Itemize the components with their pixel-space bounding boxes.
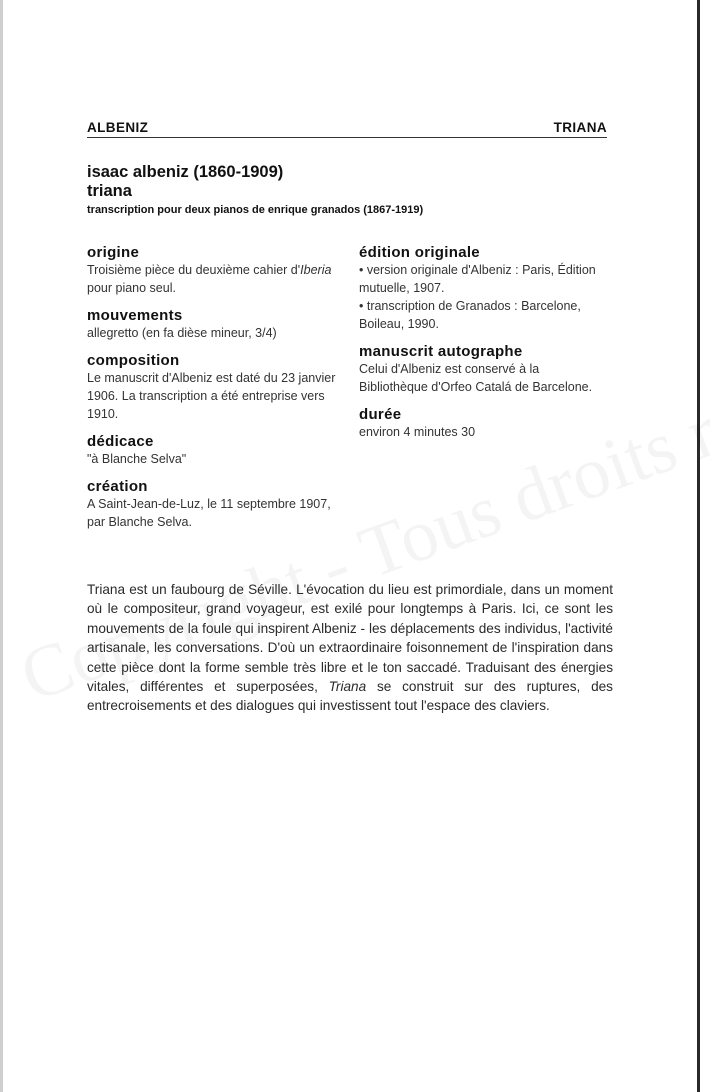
section-creation xyxy=(87,478,352,531)
edition-item: • transcription de Granados : Barcelone, Boileau, 1990. xyxy=(359,299,581,331)
section-body: A Saint-Jean-de-Luz, le 11 septembre 1907, par Blanche Selva. xyxy=(87,497,331,529)
section-mouvements xyxy=(87,307,352,342)
header-composer: ALBENIZ xyxy=(87,120,149,135)
section-body: environ 4 minutes 30 xyxy=(359,425,476,439)
section-title: mouvements xyxy=(87,307,183,324)
section-duree xyxy=(359,406,609,441)
right-column xyxy=(359,244,609,451)
composer-name: isaac albeniz (1860-1909) xyxy=(87,163,284,181)
section-edition xyxy=(359,244,609,333)
running-header xyxy=(87,119,607,138)
paragraph-text-end: se construit sur des ruptures, des entrecroisements et des dialogues qui investissent tout l'espace des claviers. xyxy=(87,679,613,714)
section-dedicace xyxy=(87,433,352,468)
section-title: création xyxy=(87,478,148,495)
left-column xyxy=(87,244,352,541)
section-body xyxy=(359,261,609,333)
section-title: manuscrit autographe xyxy=(359,343,523,360)
section-manuscrit xyxy=(359,343,609,396)
section-title: composition xyxy=(87,352,180,369)
description-paragraph xyxy=(87,580,613,716)
origine-text-end: pour piano seul. xyxy=(87,281,176,295)
work-title: triana xyxy=(87,182,132,200)
section-title: édition originale xyxy=(359,244,480,261)
title-block xyxy=(87,163,627,217)
page-left-edge xyxy=(0,0,3,1092)
section-body: allegretto (en fa dièse mineur, 3/4) xyxy=(87,326,277,340)
section-composition xyxy=(87,352,352,423)
section-title: durée xyxy=(359,406,402,423)
origine-text: Troisième pièce du deuxième cahier d' xyxy=(87,263,301,277)
paragraph-text: Triana est un faubourg de Séville. L'évocation du lieu est primordiale, dans un moment où le compositeur, grand voyageur, est exilé pour longtemps à Paris. Ici, ce sont les mouvements de la foule qui inspirent Albeniz - les déplacements des individus, l'activité artisanale, les conversations. D'où un extraordinaire foisonnement de l'inspiration dans cette pièce dont la forme semble très libre et le ton saccadé. Traduisant des énergies vitales, différentes et superposées, xyxy=(87,582,613,695)
header-work: TRIANA xyxy=(553,120,607,135)
section-body: Celui d'Albeniz est conservé à la Bibliothèque d'Orfeo Catalá de Barcelone. xyxy=(359,362,593,394)
work-subtitle: transcription pour deux pianos de enrique granados (1867-1919) xyxy=(87,204,424,216)
section-origine xyxy=(87,244,352,297)
section-body: Le manuscrit d'Albeniz est daté du 23 janvier 1906. La transcription a été entreprise vers 1910. xyxy=(87,371,336,421)
section-body: "à Blanche Selva" xyxy=(87,452,187,466)
origine-italic: Iberia xyxy=(300,263,332,277)
section-title: dédicace xyxy=(87,433,154,450)
edition-item: • version originale d'Albeniz : Paris, Édition mutuelle, 1907. xyxy=(359,263,596,295)
section-body xyxy=(87,261,352,297)
section-title: origine xyxy=(87,244,140,261)
paragraph-italic-title: Triana xyxy=(328,679,367,695)
